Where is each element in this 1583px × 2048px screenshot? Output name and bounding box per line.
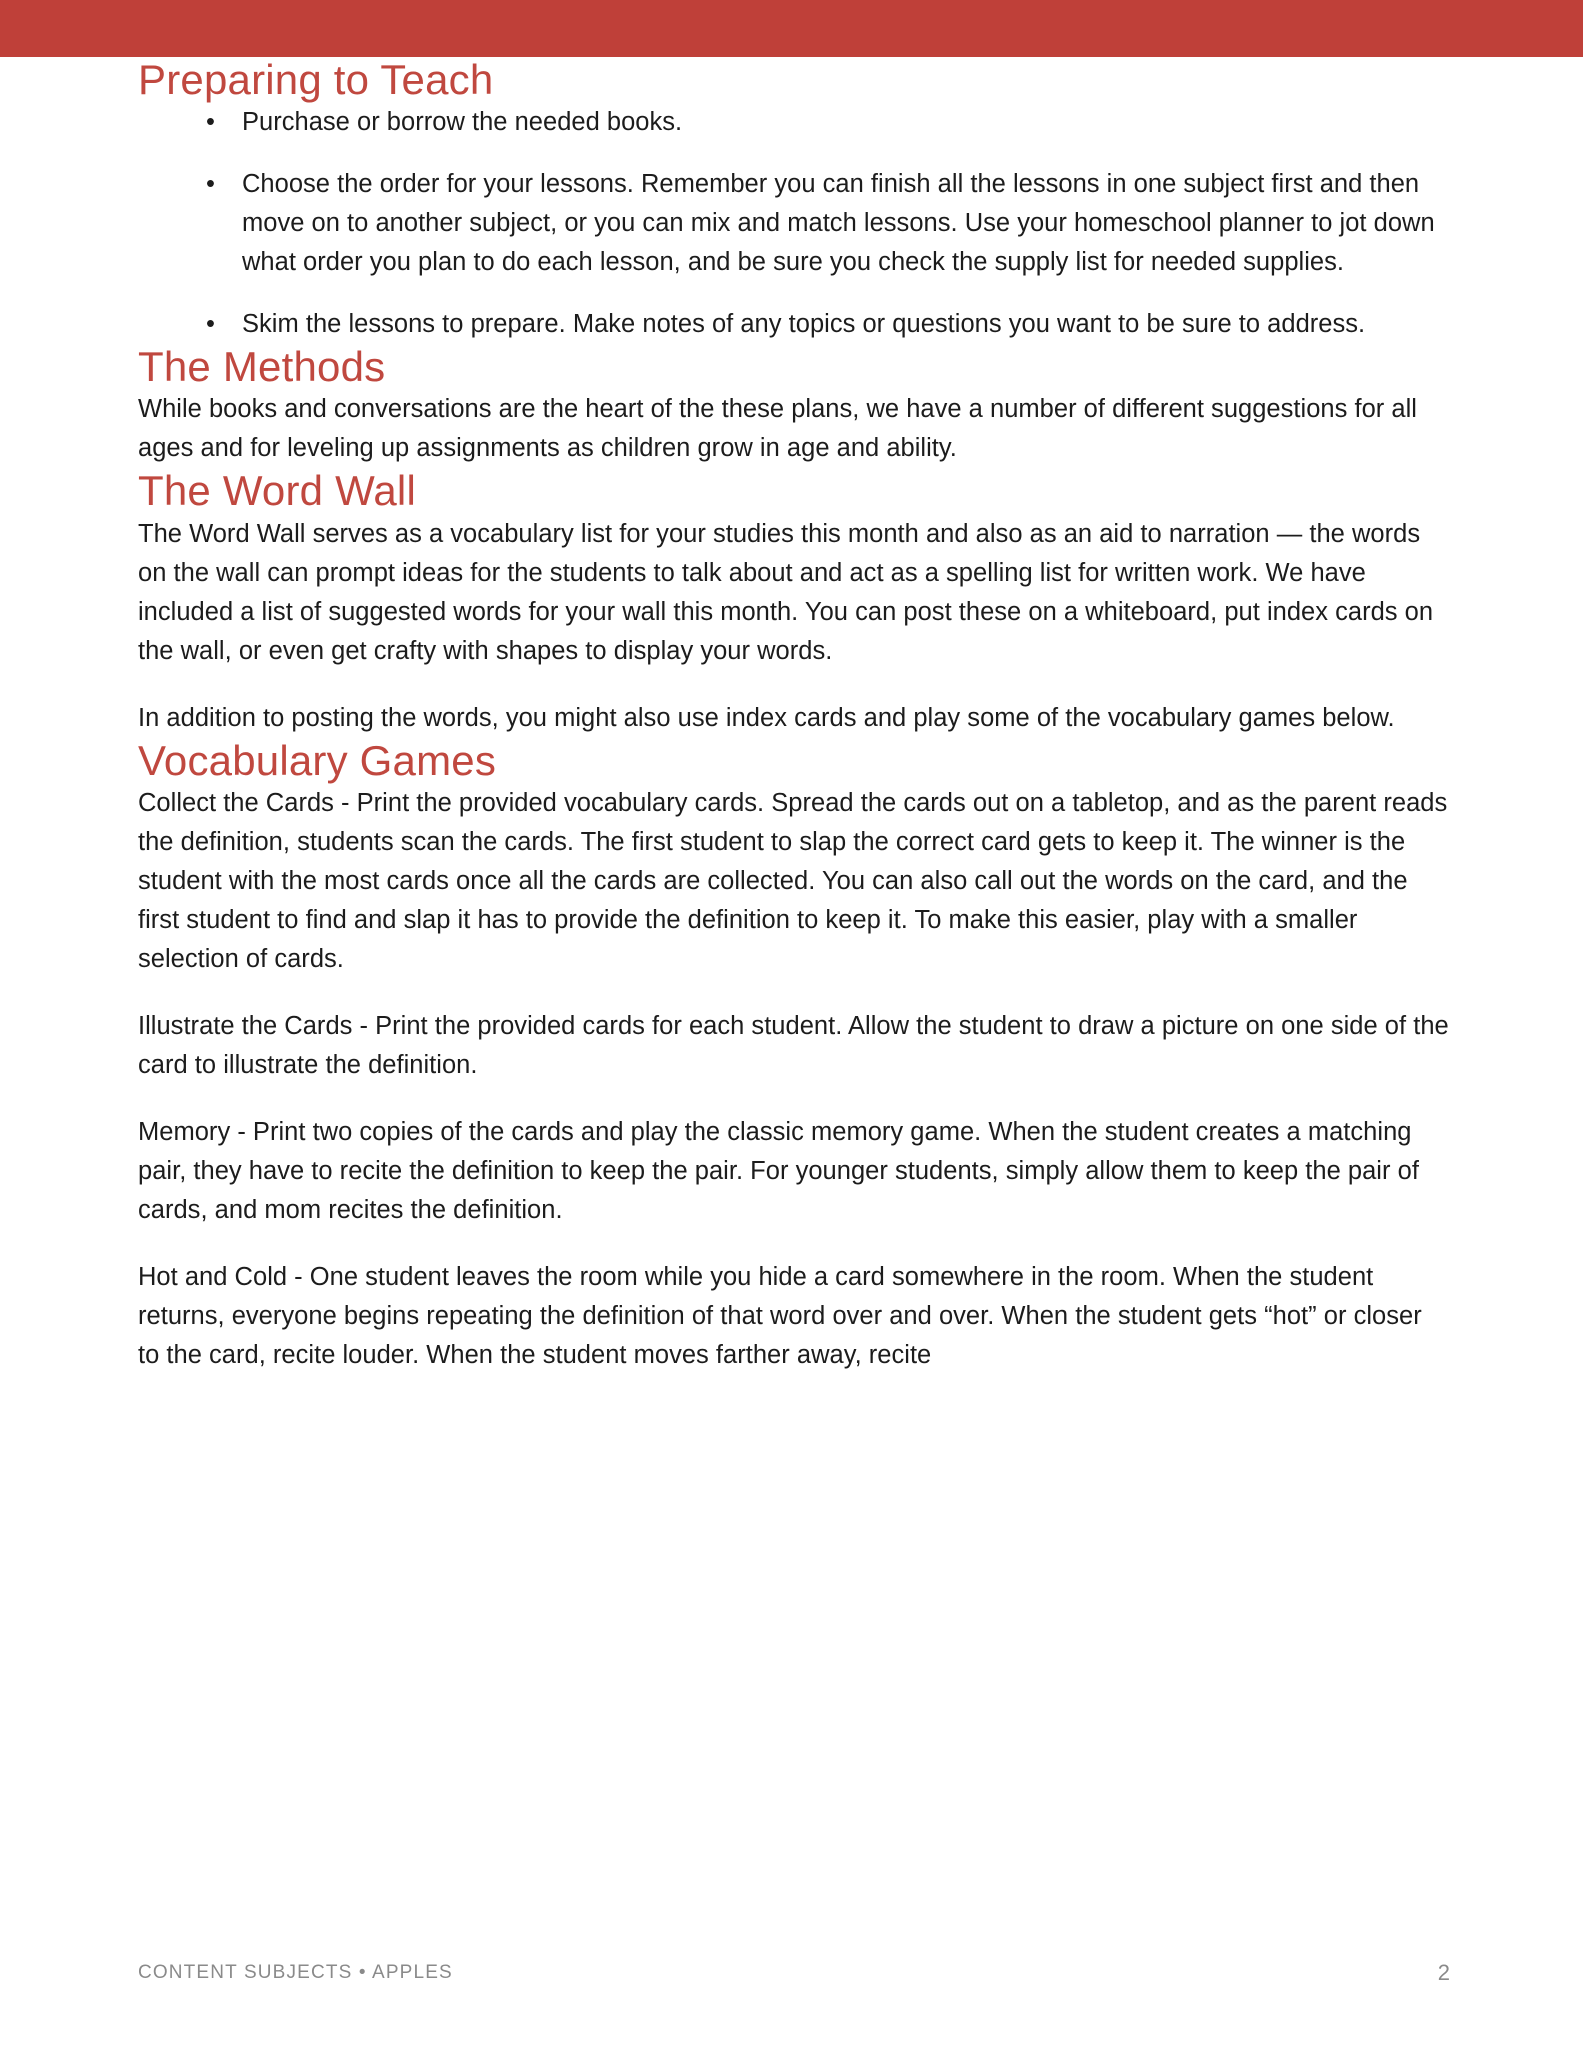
preparing-bullet-list [138,103,1450,344]
list-item [138,165,1450,282]
list-item [138,103,1450,142]
heading-the-word-wall: The Word Wall [138,467,416,515]
list-item-text: Purchase or borrow the needed books. [242,108,683,137]
paragraph: Hot and Cold - One student leaves the room while you hide a card somewhere in the room. When the student returns, everyone begins repeating the definition of that word over and over. When the student gets “hot” or closer to the card, recite louder. When the student moves farther away, recite [138,1262,1422,1369]
page-content [0,57,1583,1375]
list-item-text: Skim the lessons to prepare. Make notes of any topics or questions you want to be sure to address. [242,310,1366,339]
paragraph: The Word Wall serves as a vocabulary list for your studies this month and also as an aid to narration — the words on the wall can prompt ideas for the students to talk about and act as a spelling list for written work. We have included a list of suggested words for your wall this month. You can post these on a whiteboard, put index cards on the wall, or even get crafty with shapes to display your words. [138,519,1434,665]
top-accent-bar [0,0,1583,57]
footer-page-number: 2 [1437,1960,1450,1985]
paragraph: In addition to posting the words, you might also use index cards and play some of the vocabulary games below. [138,703,1395,732]
heading-vocabulary-games: Vocabulary Games [138,736,497,784]
paragraph: While books and conversations are the heart of the these plans, we have a number of different suggestions for all ages and for leveling up assignments as children grow in age and ability. [138,395,1417,463]
bullet-icon: • [206,170,215,199]
heading-the-methods: The Methods [138,343,386,391]
heading-preparing-to-teach: Preparing to Teach [138,56,494,103]
list-item-text: Choose the order for your lessons. Remember you can finish all the lessons in one subject first and then move on to another subject, or you can mix and match lessons. Use your homeschool planner to jot down what order you plan to do each lesson, and be sure you check the supply list for needed supplies. [242,170,1435,277]
bullet-icon: • [206,108,215,137]
paragraph: Memory - Print two copies of the cards and play the classic memory game. When the student creates a matching pair, they have to recite the definition to keep the pair. For younger students, simply allow them to keep the pair of cards, and mom recites the definition. [138,1117,1419,1224]
paragraph: Illustrate the Cards - Print the provided cards for each student. Allow the student to draw a picture on one side of the card to illustrate the definition. [138,1011,1449,1079]
bullet-icon: • [206,310,215,339]
paragraph: Collect the Cards - Print the provided vocabulary cards. Spread the cards out on a tabletop, and as the parent reads the definition, students scan the cards. The first student to slap the correct card gets to keep it. The winner is the student with the most cards once all the cards are collected. You can also call out the words on the card, and the first student to find and slap it has to provide the definition to keep it. To make this easier, play with a smaller selection of cards. [138,788,1448,973]
page-footer [138,1960,1450,1986]
footer-label: CONTENT SUBJECTS • APPLES [138,1962,453,1983]
list-item [138,305,1450,344]
